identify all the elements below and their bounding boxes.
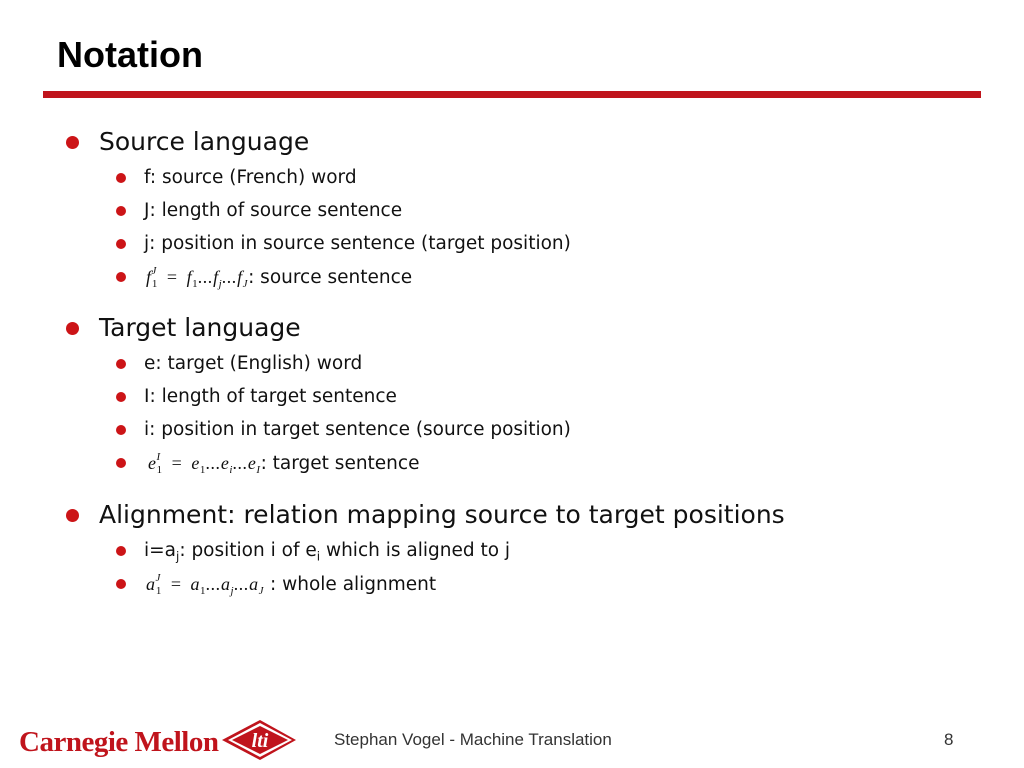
list-item: J: length of source sentence xyxy=(144,200,403,221)
slide-title: Notation xyxy=(57,34,203,75)
bullet-icon xyxy=(66,509,79,522)
bullet-icon xyxy=(116,359,126,369)
list-item: $i=a_j$: position i of $e_i$ which is aligned to j xyxy=(144,540,511,564)
section-heading-source: Source language xyxy=(99,127,310,156)
title-divider xyxy=(43,91,981,98)
list-item: e: target (English) word xyxy=(144,353,363,374)
lti-logo-icon xyxy=(220,718,298,762)
list-item-formula-target: $e^I_1 = e_1...e_i...e_I$: target sentence xyxy=(148,451,420,476)
section-heading-alignment: Alignment: relation mapping source to target positions xyxy=(99,500,785,529)
bullet-icon xyxy=(116,206,126,216)
bullet-icon xyxy=(116,546,126,556)
bullet-icon xyxy=(116,579,126,589)
list-item: j: position in source sentence (target position) xyxy=(144,233,571,254)
formula-source-sentence: $f^J_1 = f_1...f_j...f_J$ xyxy=(146,265,249,290)
list-item-formula-source: $f^J_1 = f_1...f_j...f_J$: source sentence xyxy=(146,265,413,290)
bullet-icon xyxy=(66,136,79,149)
bullet-icon xyxy=(116,425,126,435)
footer-author: Stephan Vogel - Machine Translation xyxy=(334,730,612,749)
list-item-formula-alignment: $a^J_1 = a_1...a_j...a_J$ : whole alignment xyxy=(146,572,437,597)
list-item: I: length of target sentence xyxy=(144,386,397,407)
bullet-icon xyxy=(116,392,126,402)
carnegie-mellon-logo: Carnegie Mellon xyxy=(19,726,219,758)
formula-target-sentence: $e^I_1 = e_1...e_i...e_I$ xyxy=(148,451,261,476)
lti-logo-text: lti xyxy=(251,730,269,752)
bullet-icon xyxy=(66,322,79,335)
list-item: i: position in target sentence (source position) xyxy=(144,419,571,440)
bullet-icon xyxy=(116,458,126,468)
bullet-icon xyxy=(116,239,126,249)
list-item: f: source (French) word xyxy=(144,167,357,188)
formula-alignment: $a^J_1 = a_1...a_j...a_J$ xyxy=(146,572,264,597)
bullet-icon xyxy=(116,272,126,282)
bullet-icon xyxy=(116,173,126,183)
section-heading-target: Target language xyxy=(99,313,301,342)
page-number: 8 xyxy=(944,730,954,749)
